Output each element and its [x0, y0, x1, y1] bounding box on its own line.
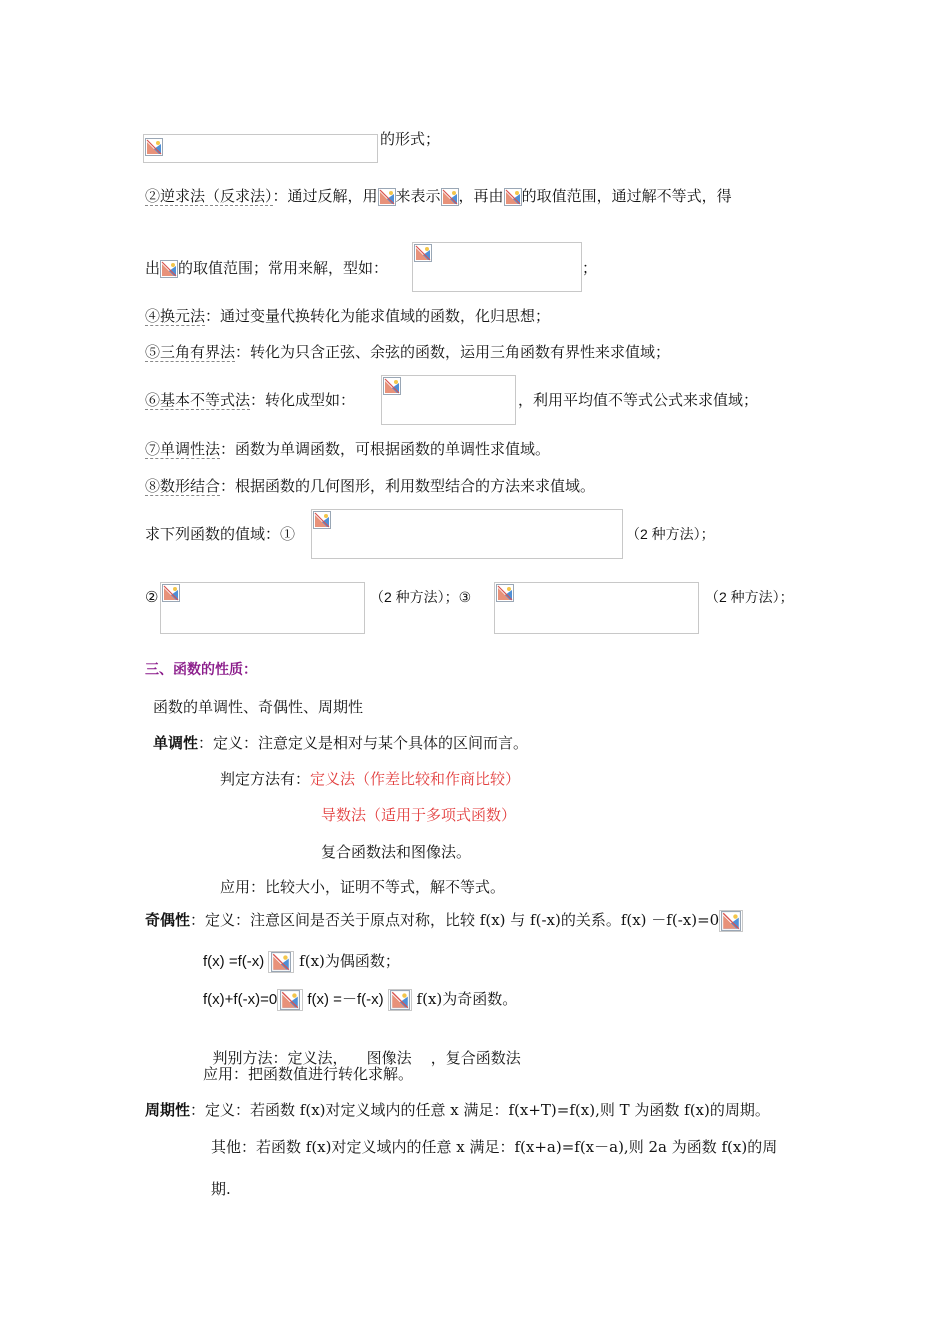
formula-image-placeholder: [381, 375, 516, 425]
method-title: ⑥基本不等式法: [145, 391, 251, 409]
text-fragment: 的取值范围，通过解不等式，得: [521, 187, 732, 205]
text-fragment: 应用：比较大小，证明不等式，解不等式。: [220, 878, 506, 896]
method-title: ⑧数形结合: [145, 477, 221, 495]
text-line: [145, 910, 743, 932]
text-line: [370, 587, 471, 607]
text-fragment: 函数的单调性、奇偶性、周期性: [153, 698, 364, 716]
highlight-text: 导数法（适用于多项式函数）: [321, 806, 517, 824]
formula-image-placeholder: [160, 582, 365, 634]
text-line: [153, 733, 528, 753]
text-line: [211, 1137, 777, 1157]
section-title: 三、函数的性质：: [145, 662, 257, 678]
text-fragment: ：定义：注意定义是相对与某个具体的区间而言。: [198, 734, 529, 752]
text-line: [145, 258, 388, 278]
text-line: [145, 524, 295, 544]
text-fragment: ：转化为只含正弦、余弦的函数，运用三角函数有界性来求值域；: [235, 343, 671, 361]
method-title: ⑦单调性法: [145, 440, 221, 458]
text-fragment: 的取值范围；常用来解，型如：: [178, 259, 389, 277]
text-line: [705, 587, 794, 607]
text-fragment: ，利用平均值不等式公式来求值域；: [518, 391, 759, 409]
text-line: [518, 390, 758, 410]
text-fragment: （2 种方法）；: [705, 589, 794, 605]
text-fragment: ：定义：若函数 f(x)对定义域内的任意 x 满足：f(x+T)=f(x),则 T 为函数 f(x)的周期。: [190, 1101, 770, 1119]
text-line: [145, 587, 158, 607]
property-label: 单调性: [153, 734, 199, 752]
text-line: [380, 129, 440, 149]
text-fragment: ：根据函数的几何图形，利用数型结合的方法来求值域。: [220, 477, 596, 495]
text-line: [203, 1064, 413, 1084]
text-line: [145, 186, 732, 206]
method-title: ②逆求法（反求法）: [145, 187, 273, 205]
text-fragment: 复合函数法和图像法。: [321, 843, 472, 861]
broken-image-icon: [388, 989, 412, 1011]
formula-image-placeholder: [143, 134, 378, 163]
text-line: [203, 951, 400, 973]
broken-image-icon: [414, 244, 432, 262]
text-fragment: （2 种方法）；③: [370, 589, 472, 605]
formula-image-placeholder: [311, 509, 623, 559]
text-line: [321, 805, 516, 825]
text-line: [211, 1179, 231, 1199]
text-fragment: ，再由: [458, 187, 504, 205]
text-fragment: 其他：若函数 f(x)对定义域内的任意 x 满足：f(x+a)=f(x－a),则 2a 为函数 f(x)的周: [211, 1138, 778, 1156]
text-fragment: ：通过变量代换转化为能求值域的函数，化归思想；: [205, 307, 551, 325]
text-line: [203, 1028, 521, 1068]
property-label: 奇偶性: [145, 911, 191, 929]
broken-image-icon: [145, 138, 163, 156]
text-fragment: 判别方法：定义法， 图像法 ，复合函数法: [212, 1049, 521, 1067]
method-title: ⑤三角有界法: [145, 343, 236, 361]
text-line: [145, 439, 550, 459]
text-line: [145, 476, 595, 496]
text-line: [626, 524, 715, 544]
text-fragment: 判定方法有：: [220, 770, 311, 788]
text-line: [321, 842, 471, 862]
broken-image-icon: [160, 260, 178, 278]
text-line: [582, 258, 597, 278]
text-fragment: 应用：把函数值进行转化求解。: [203, 1065, 414, 1083]
text-line: [145, 306, 550, 326]
text-fragment: f(x)为偶函数；: [294, 952, 400, 970]
property-label: 周期性: [145, 1101, 191, 1119]
formula-image-placeholder: [412, 242, 582, 292]
text-line: [203, 989, 517, 1011]
text-fragment: 的形式；: [380, 130, 441, 148]
broken-image-icon: [719, 910, 743, 932]
section-heading: [145, 660, 257, 680]
broken-image-icon: [496, 584, 514, 602]
text-fragment: 期.: [211, 1180, 231, 1198]
method-title: ④换元法: [145, 307, 206, 325]
text-fragment: 来表示: [395, 187, 441, 205]
text-fragment: （2 种方法）；: [626, 526, 715, 542]
broken-image-icon: [383, 377, 401, 395]
text-fragment: ；: [582, 259, 598, 277]
text-fragment: f(x)+f(-x)=0: [203, 991, 278, 1008]
broken-image-icon: [277, 989, 303, 1011]
text-line: [220, 877, 505, 897]
broken-image-icon: [504, 188, 522, 206]
text-fragment: ：函数为单调函数，可根据函数的单调性求值域。: [220, 440, 551, 458]
broken-image-icon: [378, 188, 396, 206]
formula-image-placeholder: [494, 582, 699, 634]
text-fragment: 出: [145, 259, 161, 277]
broken-image-icon: [162, 584, 180, 602]
text-fragment: ②: [145, 588, 159, 606]
text-fragment: ：转化成型如：: [250, 391, 356, 409]
text-line: [145, 1100, 770, 1120]
text-fragment: f(x) =f(-x): [203, 953, 269, 970]
text-line: [145, 342, 670, 362]
text-fragment: f(x)为奇函数。: [411, 990, 518, 1008]
text-fragment: f(x) =－f(-x): [303, 991, 388, 1008]
text-line: [145, 390, 355, 410]
text-fragment: 求下列函数的值域：①: [145, 525, 296, 543]
broken-image-icon: [313, 511, 331, 529]
broken-image-icon: [268, 951, 294, 973]
text-fragment: ：定义：注意区间是否关于原点对称，比较 f(x) 与 f(-x)的关系。f(x) －f(-x)=0: [190, 911, 720, 929]
highlight-text: 定义法（作差比较和作商比较）: [310, 770, 521, 788]
text-line: [220, 769, 520, 789]
broken-image-icon: [441, 188, 459, 206]
text-line: [153, 697, 363, 717]
text-fragment: ：通过反解，用: [272, 187, 378, 205]
